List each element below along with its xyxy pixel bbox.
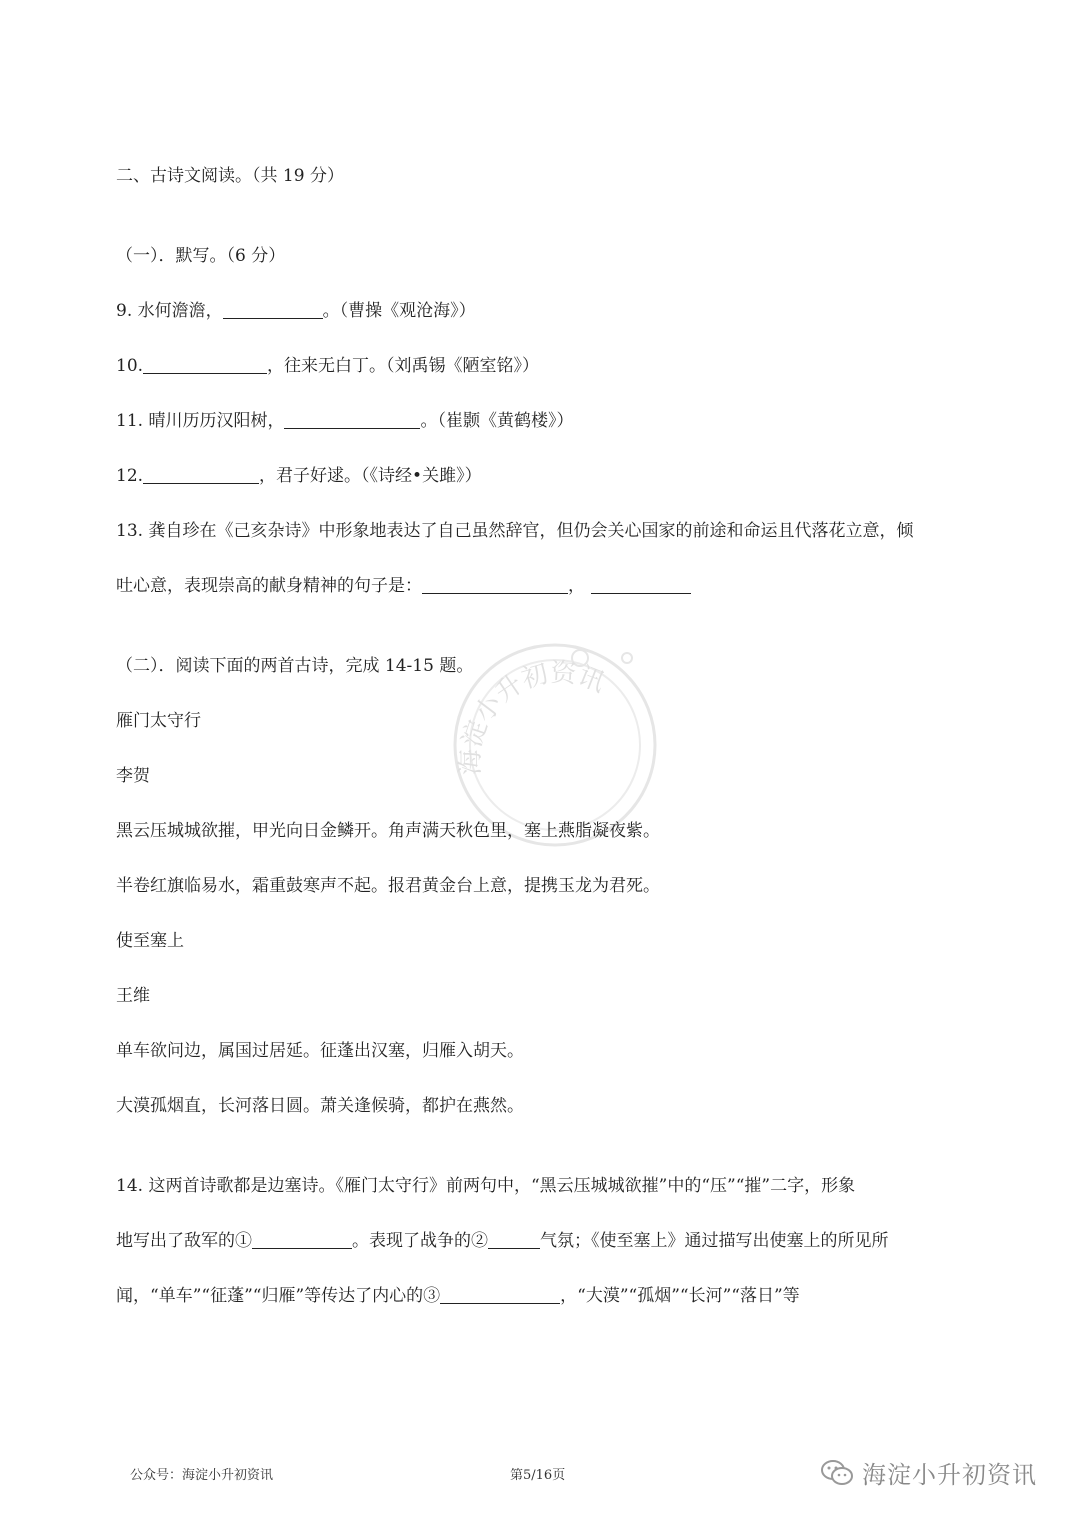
brand-badge [820,1455,1037,1490]
question-11: 11. 晴川历历汉阳树， 。（崔颢《黄鹤楼》） [116,411,574,431]
poem1-author: 李贺 [116,766,150,786]
watermark-text: 海淀小升初资讯 [455,658,609,776]
poem1-title: 雁门太守行 [116,711,201,731]
poem2-line2: 大漠孤烟直，长河落日圆。萧关逢候骑，都护在燕然。 [116,1096,524,1116]
answer-blank[interactable] [223,301,323,319]
page-number: 第5/16页 [510,1468,566,1483]
question-10: 10. ，往来无白丁。（刘禹锡《陋室铭》） [116,356,540,376]
question-14-line1: 14. 这两首诗歌都是边塞诗。《雁门太守行》前两句中，“黑云压城城欲摧”中的“压”“摧”二字，形象 [116,1176,856,1196]
part2-title: （二）．阅读下面的两首古诗，完成 14-15 题。 [116,656,474,676]
poem1-line2: 半卷红旗临易水，霜重鼓寒声不起。报君黄金台上意，提携玉龙为君死。 [116,876,660,896]
poem1-line1: 黑云压城城欲摧，甲光向日金鳞开。角声满天秋色里，塞上燕脂凝夜紫。 [116,821,660,841]
svg-text:海淀小升初资讯 [456,658,609,775]
answer-blank[interactable] [284,411,420,429]
answer-blank-2[interactable] [488,1231,540,1249]
question-13-line2: 吐心意，表现崇高的献身精神的句子是： ， [116,574,691,598]
section-title: 二、古诗文阅读。（共 19 分） [116,166,344,186]
answer-blank[interactable] [143,466,259,484]
answer-blank[interactable] [143,356,267,374]
question-14-line3: 闻，“单车”“征蓬”“归雁”等传达了内心的③ ，“大漠”“孤烟”“长河”“落日”等 [116,1286,800,1306]
poem2-title: 使至塞上 [116,931,184,951]
footer-account: 公众号：海淀小升初资讯 [130,1468,274,1483]
wechat-icon [820,1458,854,1488]
brand-name: 海淀小升初资讯 [862,1461,1037,1489]
question-12: 12. ，君子好逑。（《诗经•关雎》） [116,466,482,486]
answer-blank-1[interactable] [252,1231,352,1249]
answer-blank[interactable] [591,576,691,594]
answer-blank-3[interactable] [440,1286,560,1304]
question-9: 9. 水何澹澹， 。（曹操《观沧海》） [116,301,476,321]
question-14-line2: 地写出了敌军的① 。表现了战争的② 气氛；《使至塞上》通过描写出使塞上的所见所 [116,1231,889,1251]
question-13-line1: 13. 龚自珍在《己亥杂诗》中形象地表达了自己虽然辞官，但仍会关心国家的前途和命运且代落花立意，倾 [116,521,914,541]
poem2-author: 王维 [116,986,150,1006]
answer-blank[interactable] [422,576,568,594]
poem2-line1: 单车欲问边，属国过居延。征蓬出汉塞，归雁入胡天。 [116,1041,524,1061]
part1-title: （一）．默写。（6 分） [116,246,286,266]
